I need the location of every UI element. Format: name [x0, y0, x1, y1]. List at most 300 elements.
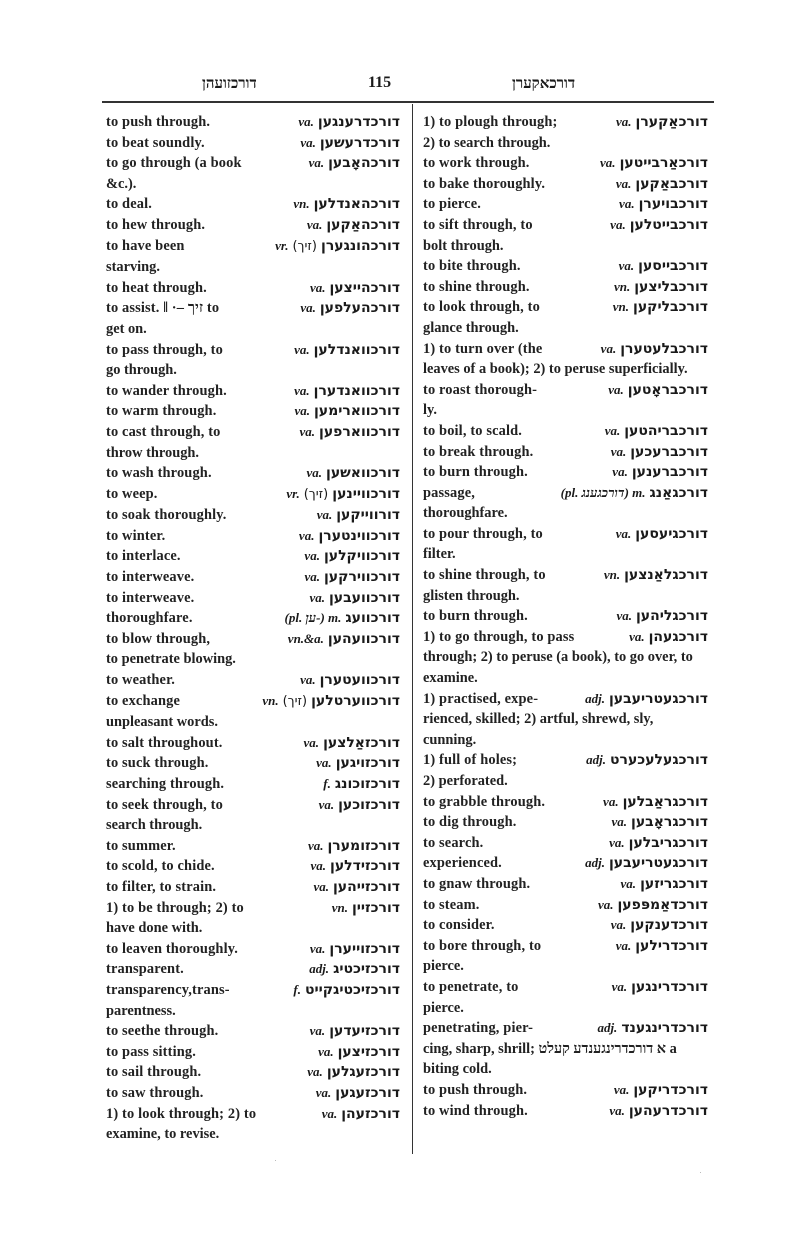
yiddish-headword: דורכדריקען	[633, 1081, 708, 1098]
entry-first-line	[106, 774, 400, 795]
part-of-speech: va.	[611, 814, 628, 830]
part-of-speech: va.	[304, 548, 320, 564]
english-definition: to wash through.	[106, 465, 212, 482]
english-definition: to warm through.	[106, 403, 217, 420]
dictionary-entry	[423, 297, 708, 338]
part-of-speech: va.	[308, 155, 325, 171]
part-of-speech: va.	[309, 589, 325, 605]
entry-first-line	[106, 836, 400, 857]
english-definition: to bake thoroughly.	[423, 175, 546, 192]
definition-continuation: ly.	[423, 402, 437, 419]
definition-continuation: thoroughfare.	[423, 505, 508, 522]
yiddish-headword: דורכהאַקען	[326, 216, 400, 233]
entry-first-line	[106, 484, 400, 506]
dictionary-entry	[423, 895, 708, 916]
yiddish-headword: דורכזוייערן	[329, 940, 400, 957]
headword-group	[310, 1021, 400, 1042]
page-header	[102, 70, 714, 98]
headword-group	[304, 567, 400, 588]
dictionary-entry	[106, 112, 400, 133]
part-of-speech: va.	[609, 1102, 625, 1118]
part-of-speech: va.	[300, 300, 316, 316]
definition-continuation: parentness.	[106, 1002, 176, 1019]
dictionary-entry	[423, 1080, 708, 1101]
part-of-speech: va.	[597, 896, 614, 912]
entry-first-line	[423, 627, 708, 648]
english-definition: passage,	[423, 484, 475, 501]
yiddish-headword: דורכזאַלצען	[323, 734, 400, 751]
definition-continuation: leaves of a book); 2) to peruse superficially.	[423, 361, 688, 378]
english-definition: to seethe through.	[106, 1023, 219, 1040]
part-of-speech: va.	[306, 216, 323, 232]
headword-group	[616, 606, 708, 627]
part-of-speech: va.	[309, 940, 326, 956]
part-of-speech: va.	[306, 465, 323, 481]
yiddish-headword: דורכזוכען	[338, 796, 400, 813]
definition-continuation: examine, to revise.	[106, 1126, 220, 1143]
dictionary-entry	[423, 1101, 708, 1122]
english-definition: 1) practised, expe-	[423, 690, 539, 707]
right-column	[423, 112, 708, 1121]
entry-first-line	[106, 133, 400, 154]
yiddish-headword: דורכווירקען	[324, 569, 400, 586]
dictionary-entry	[106, 1042, 400, 1063]
english-definition: to winter.	[106, 527, 166, 544]
dictionary-entry	[423, 380, 708, 421]
yiddish-headword: דורכוועהען	[327, 630, 400, 647]
english-definition: to leaven thoroughly.	[106, 940, 239, 957]
dictionary-entry	[423, 112, 708, 153]
yiddish-headword: דורכוואנדלען	[313, 341, 400, 358]
headword-group	[311, 856, 400, 877]
english-definition: to pour through, to	[423, 525, 543, 542]
dictionary-entry	[106, 691, 400, 733]
part-of-speech: va.	[603, 793, 619, 809]
english-definition: to blow through,	[106, 630, 211, 647]
yiddish-headword: דורכוועבען	[329, 589, 400, 606]
part-of-speech: va.	[309, 279, 326, 295]
english-definition: to push through.	[423, 1081, 528, 1098]
dictionary-entry	[106, 340, 400, 381]
dictionary-entry	[106, 546, 400, 567]
right-guide-word: דורכאקערן	[512, 74, 576, 92]
yiddish-headword: דורכדרינגען	[631, 978, 708, 995]
english-definition: to deal.	[106, 196, 152, 213]
part-of-speech: va.	[294, 341, 310, 357]
definition-continuation: throw through.	[106, 444, 200, 461]
entry-first-line	[106, 629, 400, 650]
entry-first-line	[106, 980, 400, 1001]
headword-group	[616, 524, 708, 545]
headword-group	[285, 608, 401, 629]
entry-first-line	[423, 339, 708, 360]
entry-first-line	[423, 853, 708, 874]
definition-continuation: to penetrate blowing.	[106, 651, 236, 668]
dictionary-entry	[106, 774, 400, 795]
part-of-speech: va.	[318, 796, 335, 812]
entry-first-line	[106, 278, 400, 299]
headword-group	[307, 215, 400, 236]
entry-first-line	[423, 936, 708, 957]
yiddish-headword: דורכבראָטען	[627, 381, 708, 398]
part-of-speech: f.	[293, 981, 301, 997]
yiddish-headword: דורכגעטריעבען	[608, 690, 708, 707]
part-of-speech: va.	[610, 917, 627, 933]
english-definition: to seek through, to	[106, 796, 223, 813]
english-definition: 1) full of holes;	[423, 752, 518, 769]
headword-group	[286, 484, 400, 506]
yiddish-headword: דורכגלאַנצען	[624, 567, 708, 584]
definition-continuation: have done with.	[106, 920, 203, 937]
part-of-speech: va.	[300, 672, 316, 688]
dictionary-entry	[106, 401, 400, 422]
english-definition: to steam.	[423, 896, 480, 913]
headword-group	[309, 588, 400, 609]
yiddish-headword: דורכווארימען	[313, 403, 400, 420]
yiddish-headword: דורכווערטלען	[311, 692, 400, 709]
headword-group	[619, 194, 708, 215]
entry-first-line	[423, 833, 708, 854]
yiddish-headword: דורכדאַמפּפען	[617, 896, 708, 913]
yiddish-headword: דורכזוכונג	[334, 776, 400, 792]
part-of-speech: va.	[310, 858, 327, 874]
entry-first-line	[423, 297, 708, 318]
yiddish-headword: דורכגליהען	[636, 608, 708, 625]
entry-first-line	[106, 401, 400, 422]
english-definition: to hew through.	[106, 216, 206, 233]
headword-group	[619, 256, 708, 277]
entry-first-line	[423, 977, 708, 998]
headword-group	[262, 691, 400, 713]
dictionary-entry	[423, 812, 708, 833]
yiddish-headword: דורכדרינגענד	[621, 1020, 708, 1037]
entry-first-line	[106, 670, 400, 691]
definition-continuation: pierce.	[423, 999, 464, 1016]
definition-continuation: unpleasant words.	[106, 714, 218, 731]
part-of-speech: va.	[294, 403, 310, 419]
yiddish-headword: דורכבייסען	[638, 258, 708, 275]
english-definition: to have been	[106, 237, 185, 254]
part-of-speech: va.	[618, 258, 635, 274]
definition-continuation: go through.	[106, 362, 177, 379]
dictionary-entry	[106, 422, 400, 463]
english-definition: to assist. ‖ ·– זיך to	[106, 300, 220, 317]
dictionary-entry	[106, 298, 400, 339]
dictionary-entry	[106, 795, 400, 836]
dictionary-entry	[423, 277, 708, 298]
entry-first-line	[106, 1104, 400, 1125]
yiddish-headword: דורכהייצען	[329, 279, 400, 296]
english-definition: to filter, to strain.	[106, 878, 217, 895]
part-of-speech: va.	[620, 875, 637, 891]
reflexive-marker: (זיך)	[292, 238, 318, 254]
english-definition: to break through.	[423, 443, 534, 460]
yiddish-headword: דורכדרעשען	[319, 134, 400, 151]
dictionary-entry	[106, 629, 400, 670]
part-of-speech: adj.	[585, 690, 605, 706]
part-of-speech: (pl. דורכגענג) m.	[560, 484, 646, 500]
yiddish-headword: דורכבליצען	[634, 278, 708, 295]
dictionary-entry	[423, 853, 708, 874]
part-of-speech: va.	[321, 1105, 338, 1121]
dictionary-entry	[423, 174, 708, 195]
english-definition: to cast through, to	[106, 423, 221, 440]
headword-group	[616, 112, 708, 133]
dictionary-entry	[106, 898, 400, 939]
part-of-speech: va.	[307, 837, 324, 853]
part-of-speech: va.	[629, 628, 645, 644]
part-of-speech: va.	[318, 1043, 334, 1059]
entry-first-line	[106, 1083, 400, 1104]
headword-group	[300, 133, 400, 154]
entry-first-line	[106, 691, 400, 713]
entry-first-line	[423, 524, 708, 545]
english-definition: to pass sitting.	[106, 1043, 196, 1060]
headword-group	[310, 278, 400, 299]
english-definition: to weather.	[106, 672, 176, 689]
english-definition: to roast thorough-	[423, 381, 538, 398]
dictionary-entry	[106, 836, 400, 857]
entry-first-line	[423, 1080, 708, 1101]
yiddish-headword: דורווייקען	[336, 507, 400, 524]
entry-first-line	[106, 194, 400, 215]
english-definition: to suck through.	[106, 755, 209, 772]
headword-group	[600, 153, 708, 174]
dictionary-entry	[423, 339, 708, 380]
english-definition: to saw through.	[106, 1084, 204, 1101]
headword-group	[616, 936, 708, 957]
yiddish-headword: דורכווינטערן	[318, 527, 400, 544]
dictionary-entry	[423, 792, 708, 813]
yiddish-headword: דורכהעלפען	[319, 300, 400, 317]
english-definition: transparency,trans-	[106, 981, 230, 998]
entry-first-line	[106, 112, 400, 133]
part-of-speech: va.	[600, 340, 617, 356]
part-of-speech: vn.	[331, 899, 348, 915]
entry-first-line	[106, 153, 400, 174]
headword-group	[585, 689, 708, 710]
yiddish-headword: דורכזיעדען	[329, 1023, 400, 1040]
part-of-speech: vn.	[262, 692, 279, 708]
english-definition: to interweave.	[106, 569, 195, 586]
dictionary-entry	[106, 278, 400, 299]
part-of-speech: vr.	[275, 237, 289, 253]
headword-group	[611, 915, 708, 936]
yiddish-headword: דורכדרענגען	[317, 114, 400, 130]
reflexive-marker: (זיך)	[282, 693, 308, 709]
entry-first-line	[423, 812, 708, 833]
reflexive-marker: (זיך)	[303, 486, 329, 502]
headword-group	[316, 1083, 400, 1104]
english-definition: 1) to plough through;	[423, 114, 558, 130]
headword-group	[299, 526, 400, 547]
yiddish-headword: דורכזייהען	[333, 878, 400, 895]
dictionary-entry	[423, 689, 708, 751]
part-of-speech: va.	[608, 381, 624, 397]
headword-group	[300, 298, 400, 319]
part-of-speech: va.	[619, 196, 635, 212]
english-definition: penetrating, pier-	[423, 1020, 534, 1037]
definition-continuation: pierce.	[423, 958, 464, 975]
headword-group	[610, 215, 708, 236]
english-definition: to grabble through.	[423, 793, 546, 810]
headword-group	[612, 812, 708, 833]
english-definition: to interlace.	[106, 548, 181, 565]
dictionary-entry	[106, 733, 400, 754]
headword-group	[608, 380, 708, 401]
dictionary-entry	[106, 939, 400, 960]
yiddish-headword: דורכזעגלען	[326, 1064, 400, 1081]
yiddish-headword: דורכהאָבען	[328, 155, 400, 172]
dictionary-entry	[423, 442, 708, 463]
dictionary-entry	[106, 133, 400, 154]
definition-continuation: cing, sharp, shrill; א דורכדרינגענדע קעלט a biting cold.	[423, 1040, 677, 1078]
headword-group	[288, 629, 400, 650]
headword-group	[604, 565, 708, 586]
english-definition: to wind through.	[423, 1102, 528, 1119]
entry-first-line	[106, 422, 400, 443]
headword-group	[323, 774, 400, 795]
english-definition: to salt throughout.	[106, 734, 223, 751]
headword-group	[316, 753, 400, 774]
part-of-speech: va.	[600, 155, 616, 171]
part-of-speech: va.	[307, 1064, 323, 1080]
english-definition: to search.	[423, 834, 484, 851]
dictionary-entry	[423, 627, 708, 689]
yiddish-headword: דורכזיכטיגקייט	[305, 981, 400, 998]
entry-first-line	[423, 277, 708, 298]
headword-group	[332, 898, 400, 919]
part-of-speech: va.	[604, 422, 621, 438]
english-definition: 1) to be through; 2) to	[106, 899, 244, 916]
english-definition: to weep.	[106, 485, 158, 502]
yiddish-headword: דורכזעהן	[341, 1105, 400, 1122]
headword-group	[294, 340, 400, 361]
yiddish-headword: דורכגעהן	[648, 628, 708, 645]
headword-group	[309, 959, 400, 980]
headword-group	[319, 795, 400, 816]
entry-first-line	[106, 546, 400, 567]
yiddish-headword: דורכברעכען	[630, 443, 708, 460]
english-definition: to summer.	[106, 837, 176, 854]
headword-group	[603, 792, 708, 813]
yiddish-headword: דורכזיצען	[337, 1043, 400, 1060]
dictionary-entry	[106, 505, 400, 526]
english-definition: to go through (a book	[106, 155, 242, 172]
headword-group	[318, 1042, 400, 1063]
part-of-speech: va.	[315, 1084, 332, 1100]
dictionary-entry	[423, 462, 708, 483]
entry-first-line	[423, 442, 708, 463]
definition-continuation: &c.).	[106, 175, 137, 192]
header-rule	[102, 101, 714, 103]
part-of-speech: va.	[303, 734, 320, 750]
dictionary-entry	[423, 606, 708, 627]
headword-group	[275, 236, 400, 258]
entry-first-line	[106, 856, 400, 877]
dictionary-entry	[106, 526, 400, 547]
yiddish-headword: דורכזיכטיג	[333, 961, 400, 978]
definition-continuation: 2) to search through.	[423, 134, 551, 151]
paper-speck	[275, 1160, 276, 1161]
headword-group	[614, 277, 708, 298]
dictionary-entry	[106, 153, 400, 194]
entry-first-line	[423, 153, 708, 174]
headword-group	[601, 339, 708, 360]
dictionary-entry	[106, 856, 400, 877]
yiddish-headword: דורכזעגען	[335, 1084, 400, 1101]
headword-group	[294, 381, 400, 402]
entry-first-line	[423, 421, 708, 442]
english-definition: to beat soundly.	[106, 134, 205, 151]
dictionary-entry	[106, 1104, 400, 1145]
dictionary-entry	[423, 256, 708, 277]
dictionary-entry	[423, 750, 708, 791]
english-definition: to shine through.	[423, 278, 530, 295]
dictionary-entry	[423, 153, 708, 174]
english-definition: to work through.	[423, 155, 530, 172]
entry-first-line	[423, 174, 708, 195]
headword-group	[322, 1104, 400, 1125]
dictionary-entry	[423, 421, 708, 442]
headword-group	[313, 877, 400, 898]
entry-first-line	[106, 608, 400, 629]
definition-continuation: through; 2) to peruse (a book), to go over, to examine.	[423, 649, 693, 687]
headword-group	[304, 546, 400, 567]
english-definition: 1) to turn over (the	[423, 340, 543, 357]
definition-continuation: search through.	[106, 817, 203, 834]
yiddish-headword: דורכדרילען	[635, 937, 708, 954]
entry-first-line	[106, 733, 400, 754]
part-of-speech: va.	[609, 834, 625, 850]
dictionary-entry	[106, 236, 400, 278]
entry-first-line	[423, 750, 708, 771]
english-definition: experienced.	[423, 855, 502, 872]
english-definition: to sift through, to	[423, 216, 533, 233]
yiddish-headword: דורכגעלעכערט	[610, 752, 708, 769]
yiddish-headword: דורכוויקלען	[323, 548, 400, 565]
entry-first-line	[423, 462, 708, 483]
yiddish-headword: דורכגריזען	[640, 875, 708, 892]
yiddish-headword: דורכגאַנג	[649, 484, 708, 501]
part-of-speech: va.	[294, 382, 310, 398]
dictionary-entry	[106, 1083, 400, 1104]
headword-group	[307, 463, 400, 484]
yiddish-headword: דורכוואנדערן	[313, 382, 400, 399]
dictionary-entry	[106, 381, 400, 402]
part-of-speech: va.	[616, 608, 632, 624]
entry-first-line	[106, 1042, 400, 1063]
left-guide-word: דורכזועהן	[202, 74, 257, 92]
entry-first-line	[423, 792, 708, 813]
yiddish-headword: דורכגראָבען	[631, 814, 708, 831]
dictionary-entry	[423, 874, 708, 895]
dictionary-entry	[106, 463, 400, 484]
definition-continuation: 2) perforated.	[423, 773, 508, 789]
yiddish-headword: דורכבייטלען	[629, 216, 708, 233]
entry-first-line	[423, 215, 708, 236]
yiddish-headword: דורכבליקען	[633, 299, 708, 316]
entry-first-line	[106, 463, 400, 484]
english-definition: to consider.	[423, 917, 495, 934]
definition-continuation: rienced, skilled; 2) artful, shrewd, sly, cunning.	[423, 711, 654, 748]
entry-first-line	[423, 194, 708, 215]
entry-first-line	[106, 381, 400, 402]
part-of-speech: va.	[316, 755, 332, 771]
dictionary-entry	[106, 484, 400, 506]
part-of-speech: vn.&a.	[287, 630, 324, 646]
yiddish-headword: דורכזומערן	[327, 837, 400, 854]
